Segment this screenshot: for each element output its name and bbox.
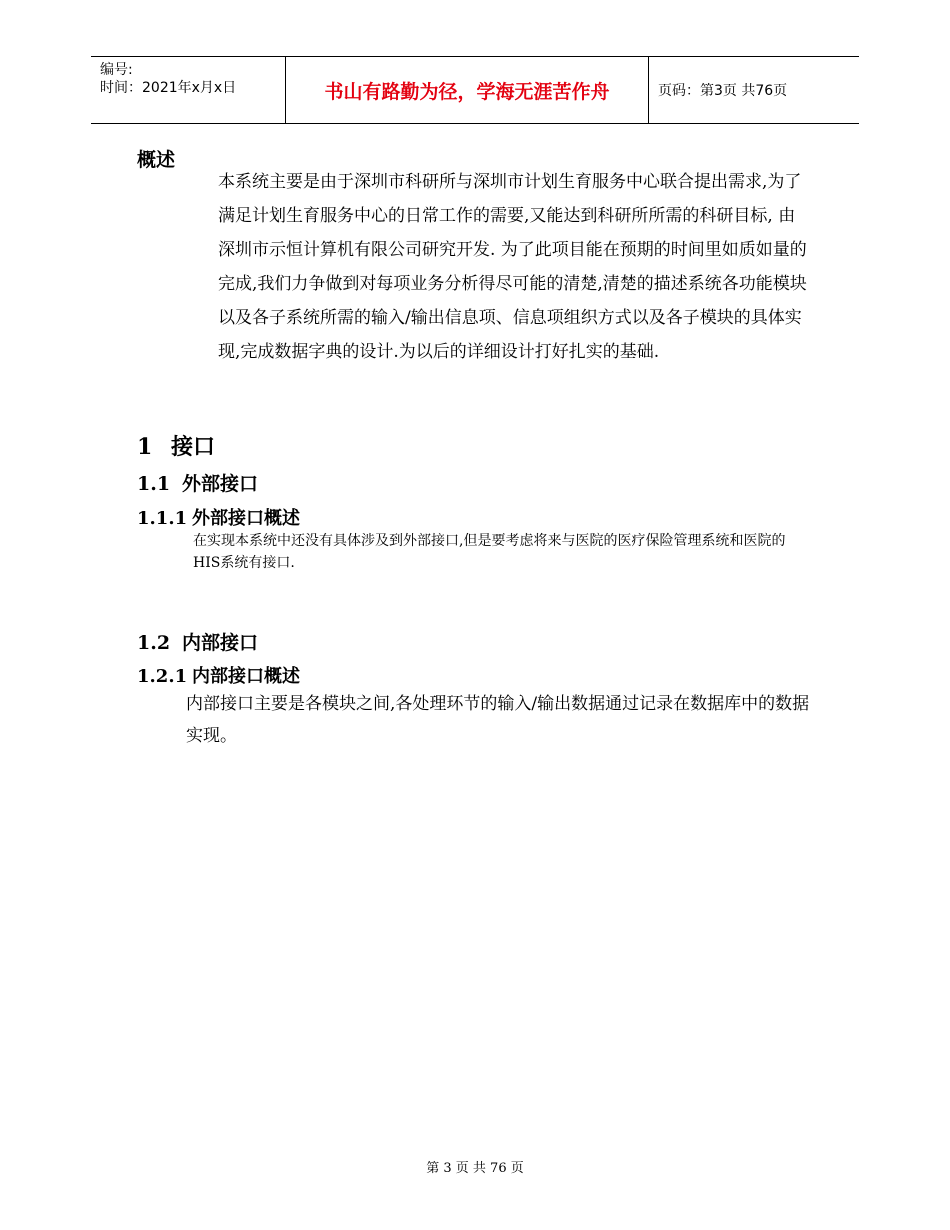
section-1-1-heading bbox=[137, 469, 258, 496]
page-header bbox=[91, 56, 859, 124]
section-number: 1.1.1 bbox=[137, 508, 188, 529]
header-meta bbox=[91, 57, 286, 123]
section-number: 1.2.1 bbox=[137, 666, 188, 687]
section-1-2-1-heading bbox=[137, 662, 300, 688]
section-1-heading bbox=[137, 430, 215, 461]
section-number: 1.2 bbox=[137, 632, 171, 654]
header-motto: 书山有路勤为径，学海无涯苦作舟 bbox=[286, 57, 649, 123]
document-number-label: 编号: bbox=[100, 62, 133, 78]
section-title: 接口 bbox=[171, 434, 216, 460]
overview-heading: 概述 bbox=[137, 149, 176, 171]
section-number: 1 bbox=[137, 434, 153, 460]
section-number: 1.1 bbox=[137, 473, 171, 495]
section-1-1-1-heading bbox=[137, 504, 300, 530]
section-title: 外部接口概述 bbox=[192, 508, 300, 529]
page-footer: 第 3 页 共 76 页 bbox=[426, 1161, 524, 1176]
document-time: 时间：2021年x月x日 bbox=[100, 80, 237, 96]
section-title: 内部接口 bbox=[182, 632, 259, 654]
external-interface-paragraph: 在实现本系统中还没有具体涉及到外部接口,但是要考虑将来与医院的医疗保险管理系统和医院的HIS系统有接口. bbox=[193, 533, 786, 571]
section-title: 内部接口概述 bbox=[192, 666, 300, 687]
section-title: 外部接口 bbox=[182, 473, 259, 495]
section-1-2-heading bbox=[137, 628, 258, 655]
internal-interface-paragraph: 内部接口主要是各模块之间,各处理环节的输入/输出数据通过记录在数据库中的数据实现。 bbox=[186, 694, 810, 746]
header-page-info: 页码：第3页 共76页 bbox=[658, 83, 788, 99]
overview-paragraph: 本系统主要是由于深圳市科研所与深圳市计划生育服务中心联合提出需求,为了满足计划生育服务中心的日常工作的需要,又能达到科研所所需的科研目标, 由深圳市示恒计算机有限公司研究开发. 为了此项目能在预期的时间里如质如量的完成,我们力争做到对每项业务分析得尽可能的清楚,清楚的描述系统各功能模块以及各子系统所需的输入/输出信息项、信息项组织方式以及各子模块的具体实现,完成数据字典的设计.为以后的详细设计打好扎实的基础. bbox=[218, 172, 807, 362]
